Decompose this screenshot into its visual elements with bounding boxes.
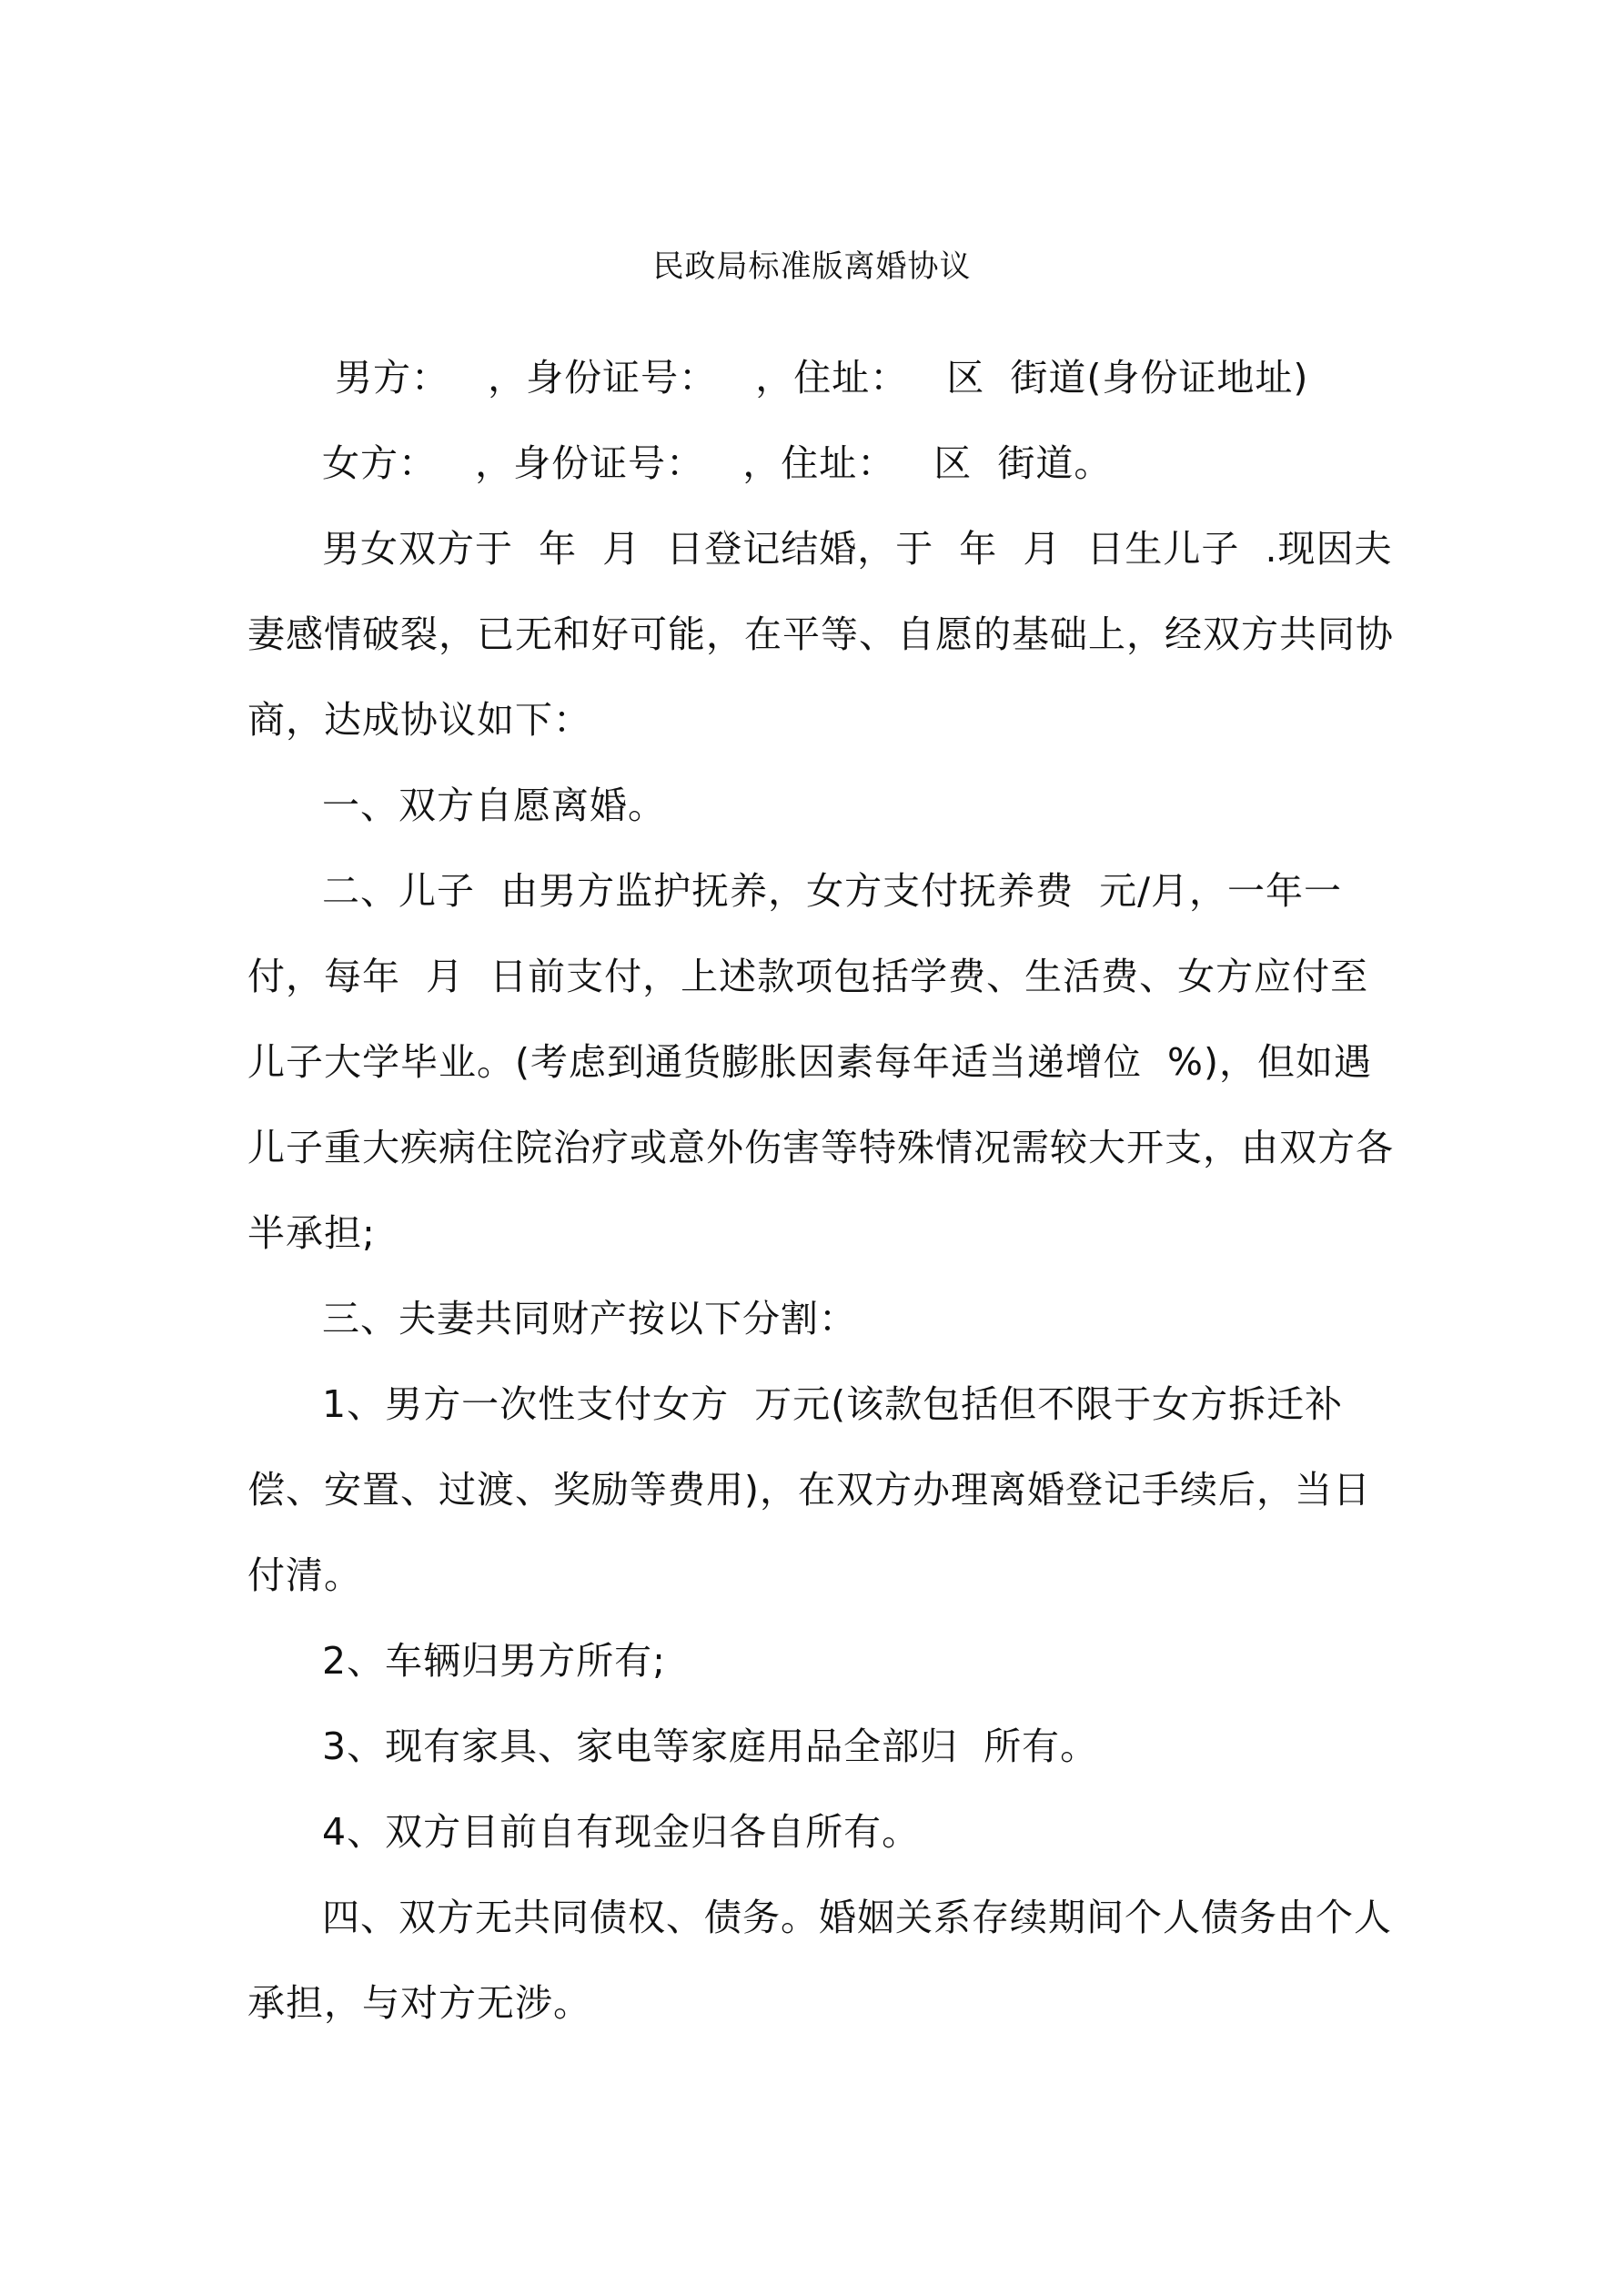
document-body [247,335,1394,2046]
paragraph-preamble: 男女双方于 年 月 日登记结婚，于 年 月 日生儿子 .现因夫妻感情破裂，已无和好可能，在平等、自愿的基础上，经双方共同协商，达成协议如下： [247,527,1394,742]
paragraph-male-party: 男方： ，身份证号： ，住址： 区 街道(身份证地址) [322,356,1309,400]
paragraph-clause-3-item-4: 4、双方目前自有现金归各自所有。 [322,1810,921,1854]
paragraph-clause-4: 四、双方无共同债权、债务。婚姻关系存续期间个人债务由个人承担，与对方无涉。 [247,1896,1392,2025]
paragraph-clause-3-item-2: 2、车辆归男方所有; [322,1639,666,1683]
paragraph-clause-3-item-1: 1、男方一次性支付女方 万元(该款包括但不限于女方拆迁补偿、安置、过渡、奖励等费用)，在双方办理离婚登记手续后，当日付清。 [247,1382,1371,1597]
paragraph-clause-3: 三、夫妻共同财产按以下分割： [322,1297,857,1340]
paragraph-clause-1: 一、双方自愿离婚。 [322,784,666,827]
document-title: 民政局标准版离婚协议 [652,248,972,285]
paragraph-clause-3-item-3: 3、现有家具、家电等家庭用品全部归 所有。 [322,1725,1099,1768]
paragraph-clause-2: 二、儿子 由男方监护抚养，女方支付抚养费 元/月，一年一付，每年 月 日前支付，上述款项包括学费、生活费、女方应付至儿子大学毕业。(考虑到通货膨胀因素每年适当递增位 %)，但如遇儿子重大疾病住院治疗或意外伤害等特殊情况需较大开支，由双方各半承担; [247,869,1394,1255]
paragraph-female-party: 女方： ，身份证号： ，住址： 区 街道。 [322,441,1113,485]
